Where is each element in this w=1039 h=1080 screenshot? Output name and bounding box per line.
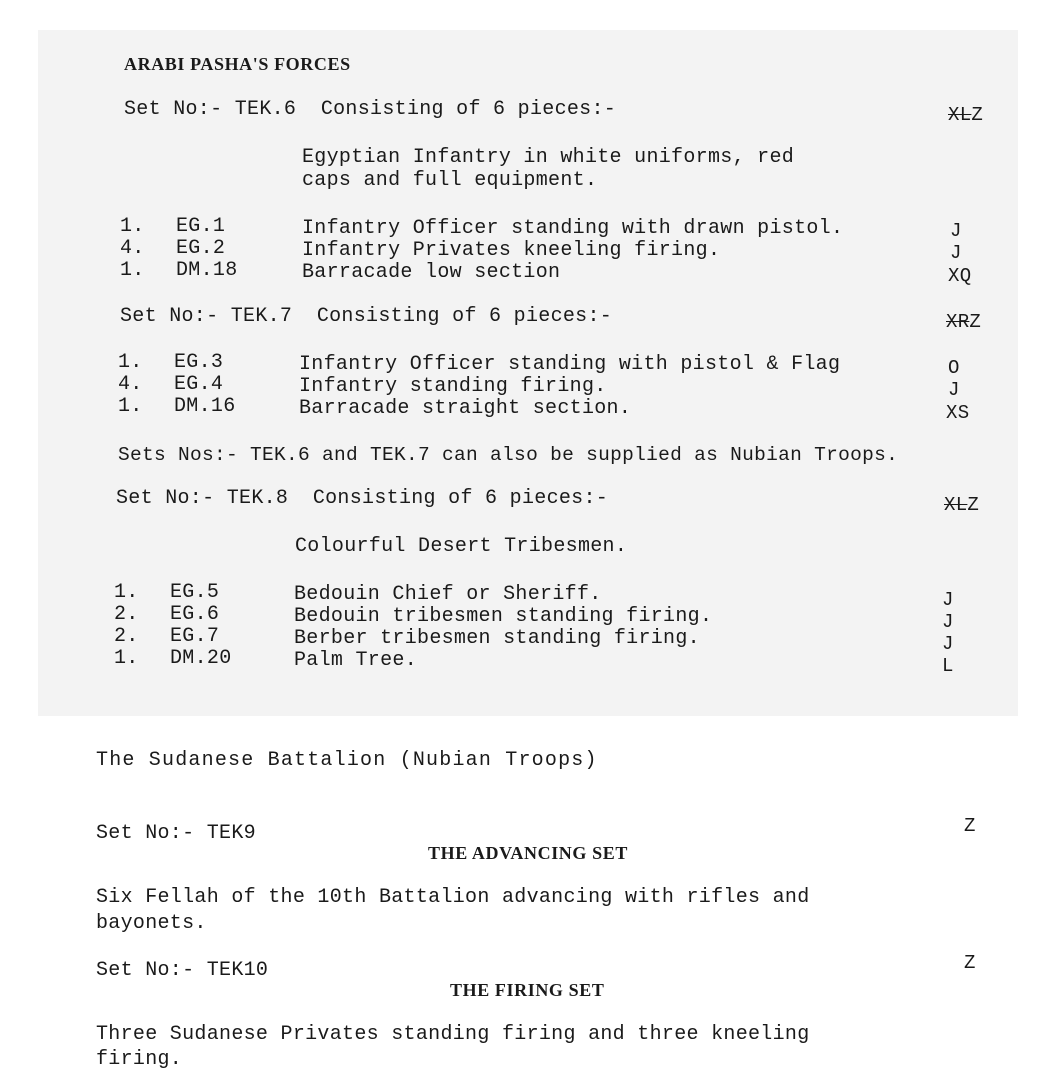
item-desc: Palm Tree. — [294, 649, 418, 672]
supply-note: Sets Nos:- TEK.6 and TEK.7 can also be supplied as Nubian Troops. — [118, 444, 899, 466]
item-qty: 2. — [114, 603, 139, 626]
struck-code: XR — [946, 311, 970, 333]
item-desc: Infantry Officer standing with pistol & Flag — [299, 353, 841, 376]
item-ref: DM.20 — [170, 647, 232, 670]
item-ref: EG.1 — [176, 215, 226, 238]
struck-code: XL — [948, 104, 972, 126]
item-code: J — [950, 242, 962, 264]
item-ref: EG.4 — [174, 373, 224, 396]
item-ref: EG.3 — [174, 351, 224, 374]
item-code: J — [942, 589, 954, 611]
set-description: Colourful Desert Tribesmen. — [295, 535, 628, 558]
set-description: Three Sudanese Privates standing firing and three kneeling — [96, 1023, 810, 1046]
set-code-tek9: Z — [964, 815, 976, 837]
set-title-firing: THE FIRING SET — [450, 980, 605, 1000]
set-description: bayonets. — [96, 912, 207, 935]
item-desc: Infantry Officer standing with drawn pistol. — [302, 217, 844, 240]
item-code: J — [942, 611, 954, 633]
item-code: L — [942, 655, 954, 677]
set-code-tek7 — [946, 311, 981, 333]
item-code: XQ — [948, 265, 972, 287]
item-ref: EG.7 — [170, 625, 220, 648]
item-qty: 4. — [120, 237, 145, 260]
item-ref: EG.5 — [170, 581, 220, 604]
item-desc: Barracade low section — [302, 261, 561, 284]
item-qty: 1. — [114, 581, 139, 604]
set-title-advancing: THE ADVANCING SET — [428, 843, 628, 863]
item-qty: 1. — [120, 215, 145, 238]
set-line-tek6: Set No:- TEK.6 Consisting of 6 pieces:- — [124, 98, 617, 121]
struck-code: XL — [944, 494, 968, 516]
item-qty: 1. — [114, 647, 139, 670]
set-line-tek7: Set No:- TEK.7 Consisting of 6 pieces:- — [120, 305, 613, 328]
item-ref: DM.18 — [176, 259, 238, 282]
set-description: firing. — [96, 1048, 183, 1071]
item-ref: EG.2 — [176, 237, 226, 260]
item-code: J — [942, 633, 954, 655]
item-qty: 4. — [118, 373, 143, 396]
set-code-tek8 — [944, 494, 979, 516]
item-code: XS — [946, 402, 970, 424]
item-ref: DM.16 — [174, 395, 236, 418]
set-description: caps and full equipment. — [302, 169, 598, 192]
battalion-heading: The Sudanese Battalion (Nubian Troops) — [96, 749, 598, 772]
item-qty: 1. — [120, 259, 145, 282]
item-code: O — [948, 357, 960, 379]
set-line-tek9: Set No:- TEK9 — [96, 822, 256, 845]
item-desc: Bedouin Chief or Sheriff. — [294, 583, 602, 606]
item-desc: Infantry Privates kneeling firing. — [302, 239, 721, 262]
item-code: J — [950, 220, 962, 242]
section-heading: ARABI PASHA'S FORCES — [124, 54, 351, 74]
set-description: Egyptian Infantry in white uniforms, red — [302, 146, 795, 169]
handwritten-code: Z — [967, 494, 980, 516]
item-qty: 2. — [114, 625, 139, 648]
set-description: Six Fellah of the 10th Battalion advancing with rifles and — [96, 886, 810, 909]
item-desc: Bedouin tribesmen standing firing. — [294, 605, 713, 628]
item-ref: EG.6 — [170, 603, 220, 626]
item-desc: Barracade straight section. — [299, 397, 632, 420]
set-line-tek10: Set No:- TEK10 — [96, 959, 269, 982]
set-line-tek8: Set No:- TEK.8 Consisting of 6 pieces:- — [116, 487, 609, 510]
item-qty: 1. — [118, 351, 143, 374]
handwritten-code: Z — [969, 311, 982, 333]
handwritten-code: Z — [971, 104, 984, 126]
set-code-tek10: Z — [964, 952, 976, 974]
item-desc: Berber tribesmen standing firing. — [294, 627, 700, 650]
set-code-tek6 — [948, 104, 983, 126]
item-desc: Infantry standing firing. — [299, 375, 607, 398]
item-code: J — [948, 379, 960, 401]
item-qty: 1. — [118, 395, 143, 418]
